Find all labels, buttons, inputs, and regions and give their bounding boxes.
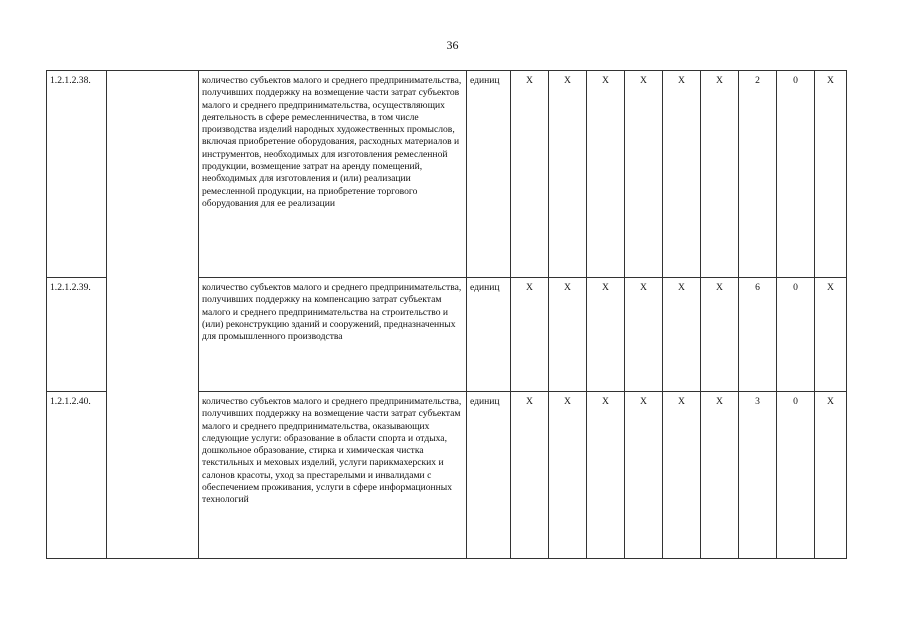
value-cell: X xyxy=(701,278,739,392)
value-cell: X xyxy=(663,392,701,559)
value-cell: X xyxy=(815,71,847,278)
value-cell: X xyxy=(815,392,847,559)
row-code: 1.2.1.2.38. xyxy=(47,71,107,278)
row-unit: единиц xyxy=(467,278,511,392)
value-cell: X xyxy=(701,392,739,559)
value-cell: X xyxy=(625,71,663,278)
empty-merged-cell xyxy=(107,71,199,559)
value-cell: X xyxy=(587,71,625,278)
value-cell: 0 xyxy=(777,392,815,559)
value-cell: X xyxy=(511,71,549,278)
value-cell: X xyxy=(549,392,587,559)
value-cell: X xyxy=(511,278,549,392)
row-description: количество субъектов малого и среднего предпринимательства, получивших поддержку на компенсацию затрат субъектам малого и среднего предпринимательства на строительство и (или) реконструкцию зданий и сооружений, предназначенных для промышленного производства xyxy=(199,278,467,392)
value-cell: 2 xyxy=(739,71,777,278)
value-cell: X xyxy=(663,278,701,392)
row-code: 1.2.1.2.39. xyxy=(47,278,107,392)
value-cell: X xyxy=(587,392,625,559)
value-cell: 0 xyxy=(777,71,815,278)
value-cell: X xyxy=(815,278,847,392)
value-cell: X xyxy=(549,278,587,392)
row-unit: единиц xyxy=(467,392,511,559)
value-cell: 6 xyxy=(739,278,777,392)
row-description: количество субъектов малого и среднего предпринимательства, получивших поддержку на возмещение части затрат субъектов малого и среднего предпринимательства, осуществляющих деятельность в сфере ремесленничества, в том числе производства изделий народных художественных промыслов, включая приобретение оборудования, расходных материалов и инструментов, необходимых для изготовления ремесленной продукции, возмещение затрат на аренду помещений, необходимых для изготовления и (или) реализации ремесленной продукции, на приобретение торгового оборудования для ее реализации xyxy=(199,71,467,278)
value-cell: X xyxy=(625,392,663,559)
value-cell: 0 xyxy=(777,278,815,392)
value-cell: X xyxy=(663,71,701,278)
row-unit: единиц xyxy=(467,71,511,278)
table-row xyxy=(47,71,847,278)
value-cell: X xyxy=(625,278,663,392)
indicators-table xyxy=(46,70,847,559)
value-cell: X xyxy=(511,392,549,559)
value-cell: X xyxy=(587,278,625,392)
page-number: 36 xyxy=(446,38,459,52)
value-cell: 3 xyxy=(739,392,777,559)
value-cell: X xyxy=(701,71,739,278)
value-cell: X xyxy=(549,71,587,278)
row-code: 1.2.1.2.40. xyxy=(47,392,107,559)
row-description: количество субъектов малого и среднего предпринимательства, получивших поддержку на возмещение части затрат субъектам малого и среднего предпринимательства, оказывающих следующие услуги: образование в области спорта и отдыха, дошкольное образование, стирка и химическая чистка текстильных и меховых изделий, услуги парикмахерских и салонов красоты, уход за престарелыми и инвалидами с обеспечением проживания, услуги в сфере информационных технологий xyxy=(199,392,467,559)
